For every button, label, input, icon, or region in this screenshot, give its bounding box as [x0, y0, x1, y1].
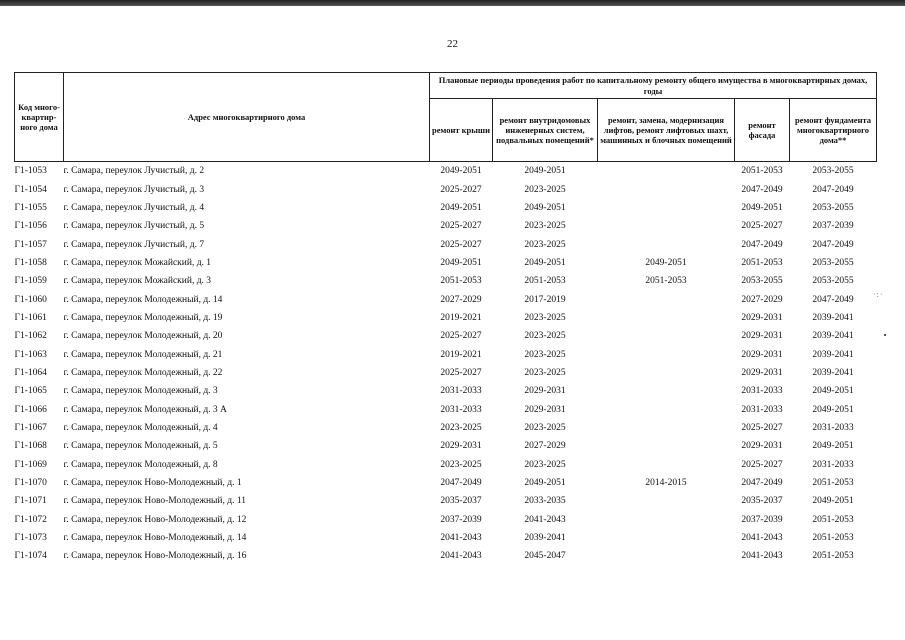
- table-row: [15, 290, 877, 308]
- row-roof: 2025-2027: [440, 184, 482, 195]
- header-plan-periods: Плановые периоды проведения работ по капитальному ремонту общего имущества в многоквартирных домах, годы: [430, 73, 877, 99]
- row-address: г. Самара, переулок Молодежный, д. 19: [63, 312, 223, 323]
- table-body: [15, 162, 877, 566]
- row-roof: 2025-2027: [440, 221, 482, 232]
- row-foundation: 2053-2055: [812, 166, 854, 177]
- row-foundation: 2047-2049: [812, 184, 854, 195]
- row-address: г. Самара, переулок Молодежный, д. 5: [63, 441, 218, 452]
- header-facade: ремонт фасада: [735, 99, 790, 162]
- row-address: г. Самара, переулок Ново-Молодежный, д. 1: [63, 478, 242, 489]
- row-address: г. Самара, переулок Молодежный, д. 14: [63, 294, 223, 305]
- row-engineering: 2045-2047: [524, 551, 566, 562]
- row-lifts: [598, 529, 735, 547]
- row-address: г. Самара, переулок Молодежный, д. 3: [63, 386, 218, 397]
- row-code: Г1-1056: [14, 221, 47, 232]
- row-lifts: 2014-2015: [645, 478, 687, 489]
- row-facade: 2051-2053: [741, 257, 783, 268]
- row-roof: 2031-2033: [440, 404, 482, 415]
- table-row: [15, 217, 877, 235]
- table-row: [15, 199, 877, 217]
- row-address: г. Самара, переулок Ново-Молодежный, д. 16: [63, 551, 247, 562]
- row-address: г. Самара, переулок Молодежный, д. 4: [63, 422, 218, 433]
- table-row: [15, 400, 877, 418]
- row-code: Г1-1072: [14, 514, 47, 525]
- row-engineering: 2033-2035: [524, 496, 566, 507]
- row-roof: 2051-2053: [440, 276, 482, 287]
- row-foundation: 2047-2049: [812, 294, 854, 305]
- row-engineering: 2023-2025: [524, 422, 566, 433]
- row-roof: 2047-2049: [440, 478, 482, 489]
- row-roof: 2049-2051: [440, 166, 482, 177]
- row-lifts: 2051-2053: [645, 276, 687, 287]
- row-lifts: [598, 492, 735, 510]
- row-code: Г1-1068: [14, 441, 47, 452]
- table-row: [15, 547, 877, 565]
- capital-repair-table: [14, 72, 877, 566]
- row-code: Г1-1055: [14, 202, 47, 213]
- table-row: [15, 474, 877, 492]
- row-code: Г1-1065: [14, 386, 47, 397]
- row-address: г. Самара, переулок Лучистый, д. 2: [63, 166, 205, 177]
- row-roof: 2041-2043: [440, 551, 482, 562]
- row-roof: 2019-2021: [440, 349, 482, 360]
- row-lifts: [598, 235, 735, 253]
- row-foundation: 2049-2051: [812, 496, 854, 507]
- row-facade: 2031-2033: [741, 404, 783, 415]
- row-address: г. Самара, переулок Молодежный, д. 20: [63, 331, 223, 342]
- row-address: г. Самара, переулок Молодежный, д. 22: [63, 367, 223, 378]
- row-foundation: 2039-2041: [812, 367, 854, 378]
- row-address: г. Самара, переулок Лучистый, д. 5: [63, 221, 205, 232]
- scan-top-edge: [0, 0, 905, 6]
- row-engineering: 2049-2051: [524, 478, 566, 489]
- row-roof: 2023-2025: [440, 459, 482, 470]
- row-roof: 2025-2027: [440, 367, 482, 378]
- row-roof: 2029-2031: [440, 441, 482, 452]
- row-roof: 2049-2051: [440, 202, 482, 213]
- row-address: г. Самара, переулок Молодежный, д. 3 А: [63, 404, 227, 415]
- row-foundation: 2053-2055: [812, 257, 854, 268]
- row-foundation: 2051-2053: [812, 478, 854, 489]
- row-foundation: 2037-2039: [812, 221, 854, 232]
- row-facade: 2031-2033: [741, 386, 783, 397]
- row-engineering: 2023-2025: [524, 239, 566, 250]
- table-row: [15, 492, 877, 510]
- header-lifts: ремонт, замена, модернизация лифтов, ремонт лифтовых шахт, машинных и блочных помещений: [598, 99, 735, 162]
- row-foundation: 2053-2055: [812, 276, 854, 287]
- table-row: [15, 162, 877, 181]
- row-foundation: 2051-2053: [812, 514, 854, 525]
- row-foundation: 2049-2051: [812, 404, 854, 415]
- row-engineering: 2023-2025: [524, 221, 566, 232]
- row-facade: 2047-2049: [741, 478, 783, 489]
- row-engineering: 2023-2025: [524, 312, 566, 323]
- header-code: Код много-квартир-ного дома: [15, 73, 64, 162]
- header-address: Адрес многоквартирного дома: [64, 73, 430, 162]
- row-facade: 2051-2053: [741, 166, 783, 177]
- row-lifts: [598, 290, 735, 308]
- row-lifts: [598, 180, 735, 198]
- row-code: Г1-1062: [14, 331, 47, 342]
- table-row: [15, 180, 877, 198]
- row-facade: 2047-2049: [741, 184, 783, 195]
- row-address: г. Самара, переулок Ново-Молодежный, д. 11: [63, 496, 246, 507]
- table-row: [15, 419, 877, 437]
- row-code: Г1-1057: [14, 239, 47, 250]
- row-facade: 2035-2037: [741, 496, 783, 507]
- row-code: Г1-1063: [14, 349, 47, 360]
- row-code: Г1-1073: [14, 533, 47, 544]
- row-roof: 2049-2051: [440, 257, 482, 268]
- row-roof: 2037-2039: [440, 514, 482, 525]
- row-facade: 2029-2031: [741, 331, 783, 342]
- table-row: [15, 235, 877, 253]
- row-roof: 2027-2029: [440, 294, 482, 305]
- row-roof: 2025-2027: [440, 239, 482, 250]
- table-row: [15, 382, 877, 400]
- row-foundation: 2039-2041: [812, 312, 854, 323]
- row-engineering: 2041-2043: [524, 514, 566, 525]
- table-row: [15, 345, 877, 363]
- row-facade: 2047-2049: [741, 239, 783, 250]
- row-foundation: 2031-2033: [812, 459, 854, 470]
- row-lifts: [598, 437, 735, 455]
- row-facade: 2029-2031: [741, 312, 783, 323]
- row-roof: 2019-2021: [440, 312, 482, 323]
- header-roof: ремонт крыши: [430, 99, 493, 162]
- row-foundation: 2051-2053: [812, 551, 854, 562]
- row-engineering: 2023-2025: [524, 459, 566, 470]
- row-code: Г1-1058: [14, 257, 47, 268]
- row-lifts: [598, 162, 735, 181]
- row-code: Г1-1070: [14, 478, 47, 489]
- row-lifts: [598, 217, 735, 235]
- row-code: Г1-1067: [14, 422, 47, 433]
- row-facade: 2025-2027: [741, 221, 783, 232]
- row-roof: 2035-2037: [440, 496, 482, 507]
- row-address: г. Самара, переулок Лучистый, д. 4: [63, 202, 205, 213]
- row-foundation: 2049-2051: [812, 441, 854, 452]
- row-lifts: [598, 419, 735, 437]
- table-row: [15, 364, 877, 382]
- header-foundation: ремонт фундамента многоквартирного дома**: [790, 99, 877, 162]
- row-facade: 2029-2031: [741, 441, 783, 452]
- row-engineering: 2049-2051: [524, 257, 566, 268]
- table-row: [15, 456, 877, 474]
- row-lifts: [598, 400, 735, 418]
- row-foundation: 2053-2055: [812, 202, 854, 213]
- row-foundation: 2051-2053: [812, 533, 854, 544]
- row-address: г. Самара, переулок Молодежный, д. 21: [63, 349, 223, 360]
- row-engineering: 2017-2019: [524, 294, 566, 305]
- row-facade: 2029-2031: [741, 349, 783, 360]
- row-address: г. Самара, переулок Ново-Молодежный, д. 12: [63, 514, 247, 525]
- row-engineering: 2027-2029: [524, 441, 566, 452]
- row-code: Г1-1053: [14, 166, 47, 177]
- row-code: Г1-1069: [14, 459, 47, 470]
- row-engineering: 2049-2051: [524, 166, 566, 177]
- table-row: [15, 309, 877, 327]
- table-row: [15, 529, 877, 547]
- row-code: Г1-1060: [14, 294, 47, 305]
- row-code: Г1-1074: [14, 551, 47, 562]
- row-lifts: [598, 327, 735, 345]
- page-number: 22: [447, 38, 458, 50]
- header-engineering: ремонт внутридомовых инженерных систем, подвальных помещений*: [493, 99, 598, 162]
- row-roof: 2025-2027: [440, 331, 482, 342]
- row-address: г. Самара, переулок Молодежный, д. 8: [63, 459, 218, 470]
- row-engineering: 2051-2053: [524, 276, 566, 287]
- table-row: [15, 511, 877, 529]
- row-code: Г1-1061: [14, 312, 47, 323]
- row-engineering: 2029-2031: [524, 404, 566, 415]
- row-facade: 2029-2031: [741, 367, 783, 378]
- row-engineering: 2023-2025: [524, 331, 566, 342]
- row-lifts: [598, 382, 735, 400]
- row-facade: 2053-2055: [741, 276, 783, 287]
- row-facade: 2049-2051: [741, 202, 783, 213]
- row-facade: 2037-2039: [741, 514, 783, 525]
- row-address: г. Самара, переулок Можайский, д. 3: [63, 276, 212, 287]
- row-address: г. Самара, переулок Ново-Молодежный, д. 14: [63, 533, 247, 544]
- row-foundation: 2039-2041: [812, 331, 854, 342]
- row-engineering: 2039-2041: [524, 533, 566, 544]
- row-foundation: 2047-2049: [812, 239, 854, 250]
- row-engineering: 2023-2025: [524, 184, 566, 195]
- table-row: [15, 437, 877, 455]
- row-facade: 2041-2043: [741, 551, 783, 562]
- row-code: Г1-1066: [14, 404, 47, 415]
- table-row: [15, 272, 877, 290]
- table-row: [15, 327, 877, 345]
- row-lifts: [598, 456, 735, 474]
- row-lifts: 2049-2051: [645, 257, 687, 268]
- row-foundation: 2049-2051: [812, 386, 854, 397]
- row-roof: 2023-2025: [440, 422, 482, 433]
- row-address: г. Самара, переулок Можайский, д. 1: [63, 257, 212, 268]
- row-facade: 2025-2027: [741, 459, 783, 470]
- row-facade: 2041-2043: [741, 533, 783, 544]
- row-code: Г1-1071: [14, 496, 47, 507]
- scan-speck: ·:·: [873, 290, 884, 299]
- row-lifts: [598, 309, 735, 327]
- row-lifts: [598, 345, 735, 363]
- row-lifts: [598, 364, 735, 382]
- row-engineering: 2023-2025: [524, 367, 566, 378]
- row-address: г. Самара, переулок Лучистый, д. 3: [63, 184, 205, 195]
- table-row: [15, 254, 877, 272]
- row-code: Г1-1059: [14, 276, 47, 287]
- scan-speck: [884, 334, 886, 336]
- row-engineering: 2029-2031: [524, 386, 566, 397]
- row-address: г. Самара, переулок Лучистый, д. 7: [63, 239, 205, 250]
- row-roof: 2041-2043: [440, 533, 482, 544]
- row-facade: 2027-2029: [741, 294, 783, 305]
- row-code: Г1-1054: [14, 184, 47, 195]
- row-lifts: [598, 199, 735, 217]
- row-foundation: 2031-2033: [812, 422, 854, 433]
- row-facade: 2025-2027: [741, 422, 783, 433]
- row-engineering: 2049-2051: [524, 202, 566, 213]
- row-engineering: 2023-2025: [524, 349, 566, 360]
- row-lifts: [598, 511, 735, 529]
- row-foundation: 2039-2041: [812, 349, 854, 360]
- row-lifts: [598, 547, 735, 565]
- row-code: Г1-1064: [14, 367, 47, 378]
- row-roof: 2031-2033: [440, 386, 482, 397]
